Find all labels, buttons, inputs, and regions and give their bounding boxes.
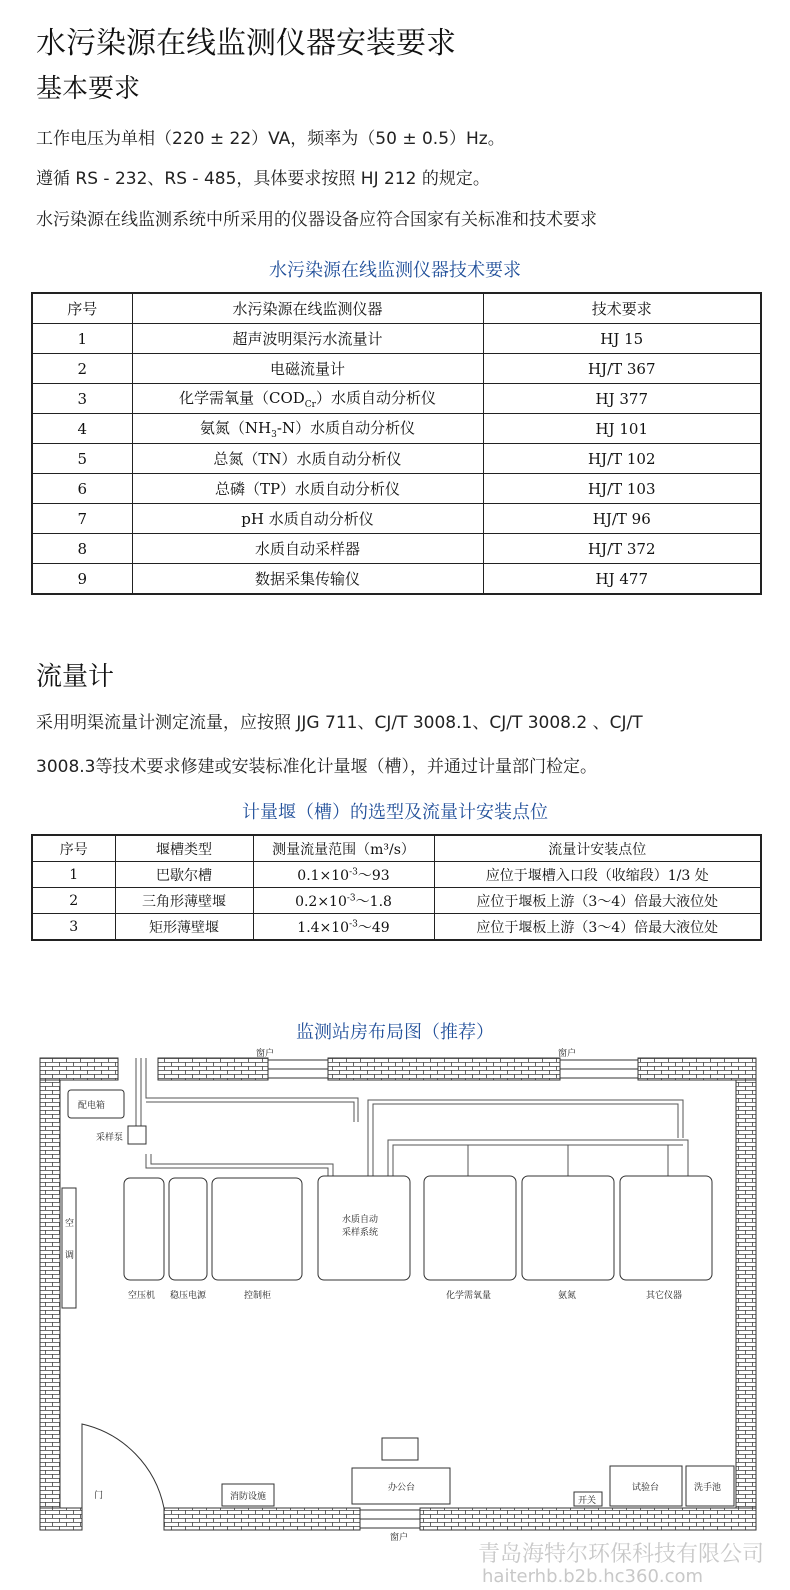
cell-text: 0.2×10 (295, 893, 347, 910)
paragraph-line: 工作电压为单相（220 ± 22）VA，频率为（50 ± 0.5）Hz。 (36, 129, 505, 149)
air-compressor-label: 空压机 (128, 1291, 156, 1301)
paragraph-line: 采用明渠流量计测定流量，应按照 JJG 711、CJ/T 3008.1、CJ/T 3008.2 、CJ/T (36, 713, 643, 733)
cell-text: 0.1×10 (297, 867, 350, 884)
table-cell: HJ/T 102 (483, 444, 761, 474)
table-cell: HJ 477 (483, 564, 761, 595)
table-cell: 6 (32, 474, 132, 504)
table-cell: 超声波明渠污水流量计 (132, 324, 483, 354)
door-icon (82, 1424, 164, 1530)
table-cell: 应位于堰板上游（3～4）倍最大液位处 (434, 914, 761, 941)
air-conditioner (62, 1188, 76, 1308)
table-header-row (32, 293, 761, 324)
wall-left (40, 1058, 60, 1530)
table-cell: 3 (32, 914, 115, 941)
table1-caption: 水污染源在线监测仪器技术要求 (269, 260, 521, 281)
table-cell: 电磁流量计 (132, 354, 483, 384)
table-cell (132, 384, 483, 414)
wall-right (736, 1058, 756, 1530)
table-row (32, 414, 761, 444)
control-cabinet (212, 1178, 302, 1280)
table-cell: 总磷（TP）水质自动分析仪 (132, 474, 483, 504)
section-heading-basic: 基本要求 (36, 74, 141, 104)
auto-sampler-label: 采样系统 (342, 1228, 379, 1238)
table-header-cell: 技术要求 (483, 293, 761, 324)
table-row (32, 324, 761, 354)
table-row (32, 914, 761, 941)
table-cell: 8 (32, 534, 132, 564)
office-chair (382, 1438, 418, 1460)
table2-caption: 计量堰（槽）的选型及流量计安装点位 (242, 802, 548, 823)
table-cell: 9 (32, 564, 132, 595)
cell-text: ）水质自动分析仪 (316, 389, 437, 407)
table-cell: 总氮（TN）水质自动分析仪 (132, 444, 483, 474)
table-row (32, 474, 761, 504)
cell-text: ～1.8 (355, 893, 392, 910)
pipe-icon (368, 1100, 683, 1176)
other-instruments-label: 其它仪器 (646, 1291, 683, 1301)
wall-top-segment (40, 1058, 118, 1080)
table-cell (253, 914, 434, 941)
ammonia-analyzer-cabinet (522, 1176, 614, 1280)
table-cell: HJ/T 367 (483, 354, 761, 384)
table-header-cell: 流量计安装点位 (434, 835, 761, 862)
cell-text: ～49 (357, 919, 390, 936)
pipe-icon (468, 1145, 668, 1176)
table-cell: 应位于堰槽入口段（收缩段）1/3 处 (434, 862, 761, 888)
table-cell: 2 (32, 354, 132, 384)
table-cell: HJ 101 (483, 414, 761, 444)
pipe-icon (388, 1140, 688, 1176)
table-cell (132, 414, 483, 444)
cell-text: 化学需氧量（COD (178, 389, 305, 407)
table-cell (253, 862, 434, 888)
fire-facility-label: 消防设施 (230, 1492, 267, 1502)
paragraph-line: 3008.3等技术要求修建或安装标准化计量堰（槽），并通过计量部门检定。 (36, 757, 597, 777)
floor-plan-diagram (38, 1049, 758, 1543)
air-compressor-cabinet (124, 1178, 164, 1280)
table-row (32, 534, 761, 564)
voltage-regulator-label: 稳压电源 (170, 1291, 207, 1301)
test-bench-label: 试验台 (632, 1483, 660, 1493)
table-cell: HJ/T 103 (483, 474, 761, 504)
sampling-pump (128, 1126, 146, 1144)
table-header-cell: 堰槽类型 (115, 835, 253, 862)
table-header-cell: 序号 (32, 835, 115, 862)
air-conditioner-label: 调 (65, 1251, 75, 1261)
page-title: 水污染源在线监测仪器安装要求 (36, 26, 456, 61)
watermark-company: 青岛海特尔环保科技有限公司 (478, 1542, 765, 1567)
table-cell: 巴歇尔槽 (115, 862, 253, 888)
table-header-cell: 序号 (32, 293, 132, 324)
table-cell: pH 水质自动分析仪 (132, 504, 483, 534)
door-label: 门 (94, 1491, 104, 1501)
section-heading-flow: 流量计 (36, 662, 115, 692)
auto-sampler-label: 水质自动 (342, 1215, 379, 1225)
cod-analyzer-cabinet (424, 1176, 516, 1280)
table-cell: 应位于堰板上游（3～4）倍最大液位处 (434, 888, 761, 914)
table-cell: 1 (32, 862, 115, 888)
cell-superscript: -3 (346, 892, 356, 903)
cell-subscript: 3 (271, 430, 277, 440)
switch-label: 开关 (578, 1496, 597, 1506)
wall-top-segment (158, 1058, 268, 1080)
air-conditioner-label: 空 (65, 1219, 75, 1229)
distribution-box-label: 配电箱 (78, 1101, 106, 1111)
table-cell: HJ 377 (483, 384, 761, 414)
table-header-row (32, 835, 761, 862)
table-row (32, 862, 761, 888)
table-cell: 矩形薄壁堰 (115, 914, 253, 941)
table-cell: HJ 15 (483, 324, 761, 354)
table-cell (253, 888, 434, 914)
table-cell: 3 (32, 384, 132, 414)
table-cell: 三角形薄壁堰 (115, 888, 253, 914)
table-row (32, 444, 761, 474)
table-cell: 1 (32, 324, 132, 354)
table-row (32, 384, 761, 414)
cell-text: 氨氮（NH (199, 419, 272, 437)
cod-label: 化学需氧量 (446, 1291, 492, 1301)
table-row (32, 354, 761, 384)
paragraph-line: 水污染源在线监测系统中所采用的仪器设备应符合国家有关标准和技术要求 (36, 210, 597, 230)
window-label: 窗户 (390, 1533, 409, 1543)
table-header-cell: 测量流量范围（m³/s） (253, 835, 434, 862)
window-label: 窗户 (256, 1049, 275, 1059)
weir-selection-table (31, 834, 762, 941)
wall-bottom-segment (164, 1508, 360, 1530)
table-row (32, 564, 761, 595)
wall-bottom-segment (420, 1508, 756, 1530)
table-cell: 2 (32, 888, 115, 914)
floor-plan-caption: 监测站房布局图（推荐） (296, 1022, 494, 1043)
window-label: 窗户 (558, 1049, 577, 1059)
voltage-regulator-cabinet (169, 1178, 207, 1280)
table-cell: 7 (32, 504, 132, 534)
cell-superscript: -3 (349, 918, 358, 929)
office-desk-label: 办公台 (388, 1483, 416, 1493)
wall-bottom-segment (40, 1508, 82, 1530)
wall-top-segment (638, 1058, 756, 1080)
table-cell: HJ/T 372 (483, 534, 761, 564)
table-row (32, 504, 761, 534)
instrument-spec-table (31, 292, 762, 595)
table-cell: HJ/T 96 (483, 504, 761, 534)
cell-text: ～93 (357, 867, 390, 884)
other-instruments-cabinet (620, 1176, 712, 1280)
cell-text: 1.4×10 (297, 919, 350, 936)
ammonia-label: 氨氮 (558, 1291, 577, 1301)
table-cell: 数据采集传输仪 (132, 564, 483, 595)
cell-superscript: -3 (349, 866, 358, 877)
pipe-icon (146, 1154, 333, 1176)
cell-text: -N）水质自动分析仪 (276, 419, 416, 437)
watermark-url: haiterhb.b2b.hc360.com (482, 1566, 704, 1587)
table-cell: 5 (32, 444, 132, 474)
table-cell: 4 (32, 414, 132, 444)
table-row (32, 888, 761, 914)
table-cell: 水质自动采样器 (132, 534, 483, 564)
control-cabinet-label: 控制柜 (244, 1291, 272, 1301)
cell-subscript: Cr (304, 400, 316, 410)
paragraph-line: 遵循 RS - 232、RS - 485，具体要求按照 HJ 212 的规定。 (36, 169, 490, 189)
table-header-cell: 水污染源在线监测仪器 (132, 293, 483, 324)
sink-label: 洗手池 (694, 1483, 722, 1493)
wall-top-segment (328, 1058, 560, 1080)
sampling-pump-label: 采样泵 (96, 1133, 124, 1143)
